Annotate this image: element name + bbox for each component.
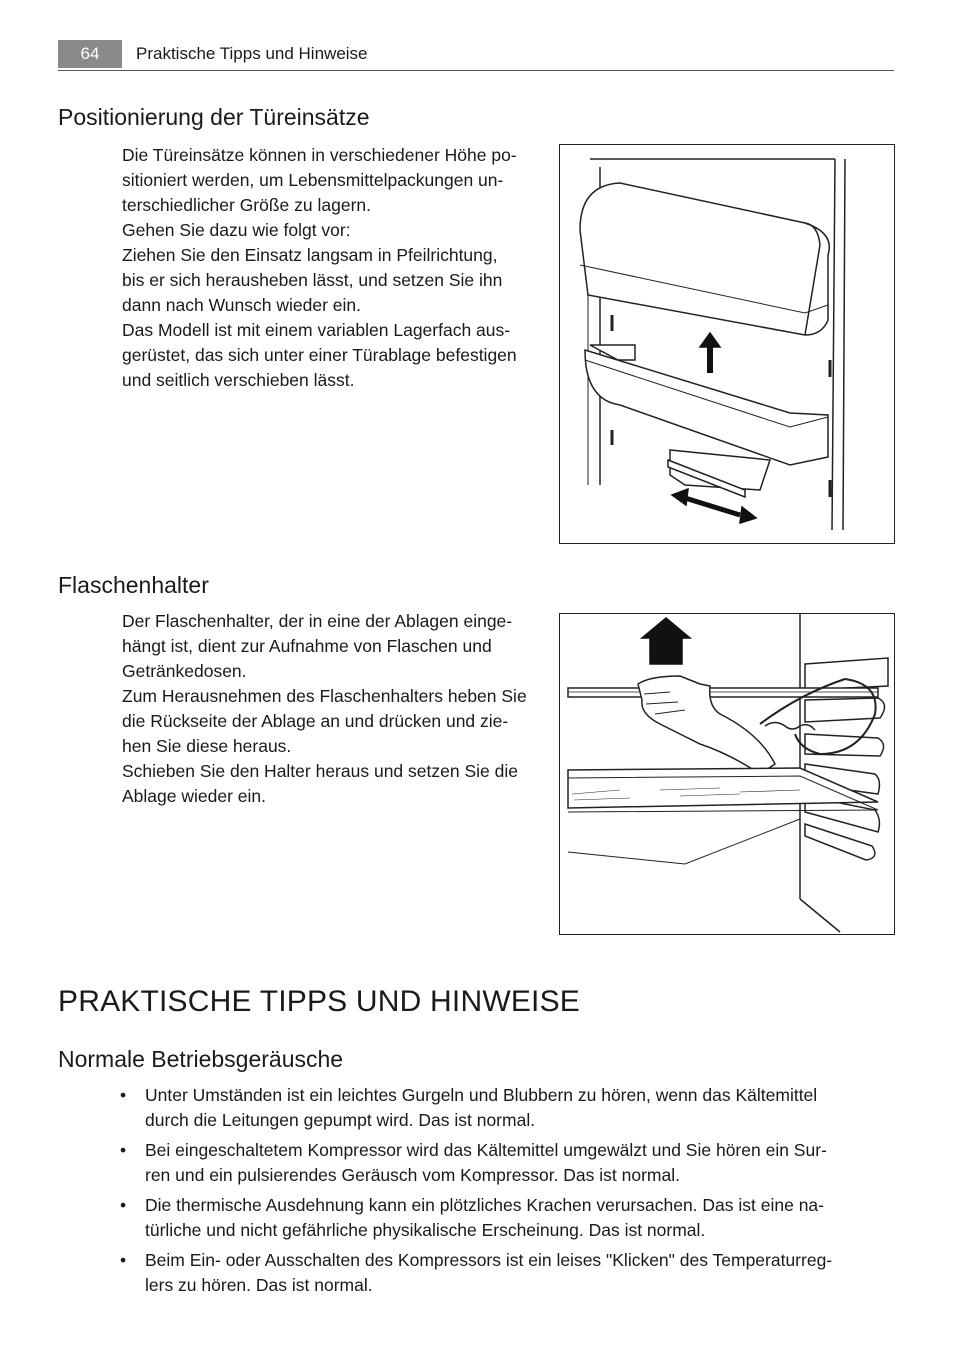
text-line: Gehen Sie dazu wie folgt vor: bbox=[122, 220, 351, 240]
text-line: Schieben Sie den Halter heraus und setzen Sie die bbox=[122, 761, 518, 781]
list-item bbox=[120, 1083, 890, 1133]
door-insert-illustration bbox=[559, 144, 895, 544]
list-item bbox=[120, 1138, 890, 1188]
list-item bbox=[120, 1248, 890, 1298]
text-line: Ziehen Sie den Einsatz langsam in Pfeilrichtung, bbox=[122, 245, 498, 265]
text-line: gerüstet, das sich unter einer Türablage befestigen bbox=[122, 345, 517, 365]
text-line: lers zu hören. Das ist normal. bbox=[145, 1275, 373, 1295]
text-line: terschiedlicher Größe zu lagern. bbox=[122, 195, 371, 215]
bullet-icon: • bbox=[120, 1085, 127, 1105]
text-line: bis er sich herausheben lässt, und setzen Sie ihn bbox=[122, 270, 503, 290]
text-line: durch die Leitungen gepumpt wird. Das ist normal. bbox=[145, 1110, 536, 1130]
section-heading-bottle-holder: Flaschenhalter bbox=[58, 572, 209, 598]
bullet-icon: • bbox=[120, 1195, 127, 1215]
text-line: türliche und nicht gefährliche physikalische Erscheinung. Das ist normal. bbox=[145, 1220, 706, 1240]
text-line: Bei eingeschaltetem Kompressor wird das Kältemittel umgewälzt und Sie hören ein Sur- bbox=[145, 1140, 827, 1160]
text-line: Beim Ein- oder Ausschalten des Kompressors ist ein leises "Klicken" des Temperaturreg- bbox=[145, 1250, 833, 1270]
text-line: und seitlich verschieben lässt. bbox=[122, 370, 355, 390]
text-line: Die thermische Ausdehnung kann ein plötzliches Krachen verursachen. Das ist eine na- bbox=[145, 1195, 824, 1215]
bullet-icon: • bbox=[120, 1140, 127, 1160]
text-line: Der Flaschenhalter, der in eine der Ablagen einge- bbox=[122, 611, 513, 631]
text-line: Unter Umständen ist ein leichtes Gurgeln und Blubbern zu hören, wenn das Kältemittel bbox=[145, 1085, 818, 1105]
section-heading-operating-noises: Normale Betriebsgeräusche bbox=[58, 1046, 344, 1072]
chapter-title: PRAKTISCHE TIPPS UND HINWEISE bbox=[58, 985, 580, 1018]
bullet-icon: • bbox=[120, 1250, 127, 1270]
text-line: Die Türeinsätze können in verschiedener Höhe po- bbox=[122, 145, 517, 165]
text-line: Das Modell ist mit einem variablen Lagerfach aus- bbox=[122, 320, 511, 340]
bottle-holder-text bbox=[122, 609, 548, 809]
running-title: Praktische Tipps und Hinweise bbox=[136, 44, 368, 63]
text-line: Zum Herausnehmen des Flaschenhalters heben Sie bbox=[122, 686, 527, 706]
text-line: Ablage wieder ein. bbox=[122, 786, 266, 806]
text-line: ren und ein pulsierendes Geräusch vom Kompressor. Das ist normal. bbox=[145, 1165, 680, 1185]
page-header bbox=[58, 40, 894, 71]
section-heading-door-inserts: Positionierung der Türeinsätze bbox=[58, 104, 370, 130]
text-line: die Rückseite der Ablage an und drücken und zie- bbox=[122, 711, 509, 731]
text-line: sitioniert werden, um Lebensmittelpackungen un- bbox=[122, 170, 504, 190]
text-line: dann nach Wunsch wieder ein. bbox=[122, 295, 361, 315]
text-line: Getränkedosen. bbox=[122, 661, 247, 681]
text-line: hängt ist, dient zur Aufnahme von Flaschen und bbox=[122, 636, 492, 656]
door-inserts-text bbox=[122, 143, 548, 393]
text-line: hen Sie diese heraus. bbox=[122, 736, 292, 756]
noise-list bbox=[120, 1083, 890, 1303]
page-number: 64 bbox=[58, 40, 122, 68]
list-item bbox=[120, 1193, 890, 1243]
bottle-holder-illustration bbox=[559, 613, 895, 935]
